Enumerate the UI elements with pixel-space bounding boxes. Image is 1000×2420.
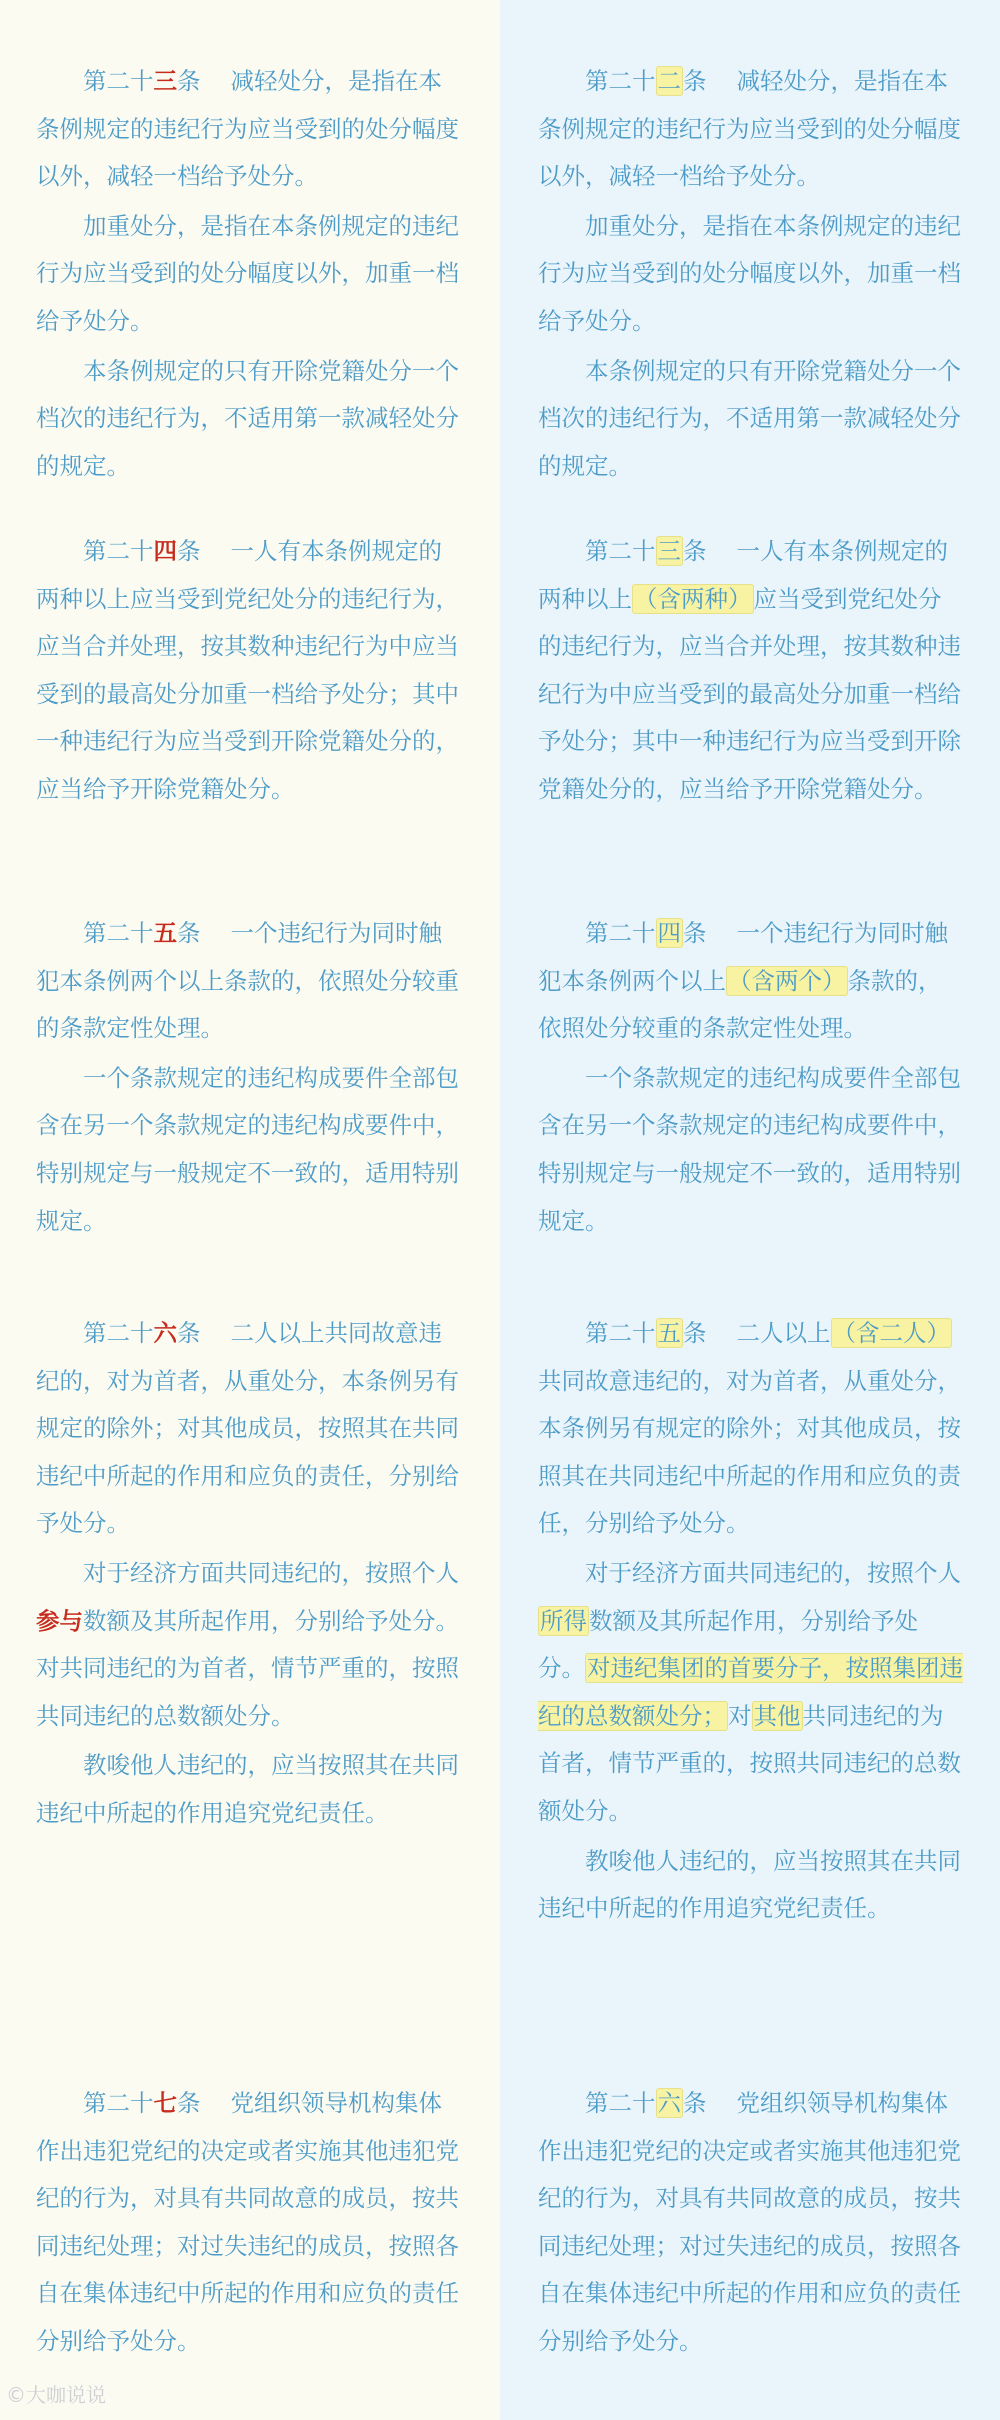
article-24-new-p1 [538,910,964,1053]
article-25-old-heading [83,919,201,947]
article-26-old-p3: 教唆他人违纪的，应当按照其在共同违纪中所起的作用追究党纪责任。 [36,1751,459,1827]
heading-number-highlight: 四 [657,919,681,947]
heading-number-highlight: 二 [657,67,681,95]
heading-number-changed: 六 [153,1319,177,1347]
heading-number-changed: 五 [153,919,177,947]
added-text-highlight: （含两种） [634,584,752,613]
article-27-old-p1 [36,2080,464,2366]
added-text-highlight: 对违纪集团的首要分子，按照集团违纪的总数额处分； [538,1654,963,1730]
article-26-old-heading [83,1319,201,1347]
added-text-highlight: （含二人） [832,1319,950,1347]
changed-text-highlight: 所得 [540,1606,587,1635]
paragraph-text: 对 [728,1701,752,1730]
article-22-new [538,58,964,492]
paragraph-text: 减轻处分，是指在本条例规定的违纪行为应当受到的处分幅度以外，减轻一档给予处分。 [538,67,961,191]
paragraph-text: 数额及其所起作用，分别给予处分。 [538,1606,918,1683]
heading-suffix: 条 [683,1319,707,1347]
heading-prefix: 第二十 [83,919,154,947]
article-24-old-heading [83,537,201,565]
paragraph-text: 数额及其所起作用，分别给予处分。对共同违纪的为首者，情节严重的，按照共同违纪的总数额处分。 [36,1606,459,1730]
article-25-old-p1 [36,910,464,1053]
article-25-old [36,910,464,1247]
article-25-new-p1 [538,1310,964,1548]
paragraph-text: 一个违纪行为同时触犯本条例两个以上 [538,919,948,995]
changed-term: 参与 [36,1606,83,1635]
paragraph-text: 一个违纪行为同时触犯本条例两个以上条款的，依照处分较重的条款定性处理。 [36,919,459,1043]
article-24-new-p2: 一个条款规定的违纪构成要件全部包含在另一个条款规定的违纪构成要件中，特别规定与一般规定不一致的，适用特别规定。 [538,1063,961,1235]
article-24-new [538,910,964,1247]
heading-prefix: 第二十 [585,2089,656,2117]
paragraph-text: 一人有本条例规定的两种以上 [538,537,948,613]
paragraph-text: 党组织领导机构集体作出违犯党纪的决定或者实施其他违犯党纪的行为，对具有共同故意的成员，按共同违纪处理；对过失违纪的成员，按照各自在集体违纪中所起的作用和应负的责任分别给予处分。 [538,2089,961,2355]
paragraph-text: 应当受到党纪处分的违纪行为，应当合并处理，按其数种违纪行为中应当受到的最高处分加重一档给予处分；其中一种违纪行为应当受到开除党籍处分的，应当给予开除党籍处分。 [538,584,961,803]
article-25-new-p2 [538,1550,964,1836]
article-25-new [538,1310,964,1935]
heading-prefix: 第二十 [585,67,656,95]
paragraph-text: 一人有本条例规定的两种以上应当受到党纪处分的违纪行为，应当合并处理，按其数种违纪行为中应当受到的最高处分加重一档给予处分；其中一种违纪行为应当受到开除党籍处分的，应当给予开除党籍处分。 [36,537,459,803]
new-version-column [500,0,1000,2420]
article-24-old-p1 [36,528,464,814]
heading-suffix: 条 [177,919,201,947]
heading-prefix: 第二十 [83,1319,154,1347]
paragraph-text: 共同违纪的为首者，情节严重的，按照共同违纪的总数额处分。 [538,1701,961,1825]
heading-prefix: 第二十 [585,919,656,947]
article-26-old-p1 [36,1310,464,1548]
paragraph-text: 党组织领导机构集体作出违犯党纪的决定或者实施其他违犯党纪的行为，对具有共同故意的成员，按共同违纪处理；对过失违纪的成员，按照各自在集体违纪中所起的作用和应负的责任分别给予处分。 [36,2089,459,2355]
heading-number-highlight: 五 [657,1319,681,1347]
article-27-old [36,2080,464,2368]
article-24-old [36,528,464,816]
watermark: ©大咖说说 [6,2383,106,2407]
article-22-new-p2: 加重处分，是指在本条例规定的违纪行为应当受到的处分幅度以外，加重一档给予处分。 [538,211,961,335]
article-23-new-heading [585,536,707,566]
heading-number-changed: 四 [153,537,177,565]
article-24-new-heading [585,918,707,948]
paragraph-text: 对于经济方面共同违纪的，按照个人 [585,1558,961,1587]
article-25-new-p3: 教唆他人违纪的，应当按照其在共同违纪中所起的作用追究党纪责任。 [538,1846,961,1923]
paragraph-text: 对于经济方面共同违纪的，按照个人 [83,1558,459,1587]
article-23-new [538,528,964,816]
heading-prefix: 第二十 [83,2089,154,2117]
paragraph-text: 条款的，依照处分较重的条款定性处理。 [538,966,942,1043]
heading-number-highlight: 三 [657,537,681,565]
article-23-old [36,58,464,492]
heading-suffix: 条 [177,537,201,565]
heading-prefix: 第二十 [585,537,656,565]
heading-suffix: 条 [683,537,707,565]
heading-suffix: 条 [683,67,707,95]
paragraph-text: 二人以上 [736,1319,831,1347]
article-23-new-p1 [538,528,964,814]
heading-number-highlight: 六 [657,2089,681,2117]
article-23-old-p1 [36,58,464,201]
article-22-new-heading [585,66,707,96]
article-25-new-heading [585,1318,707,1348]
article-25-old-p2: 一个条款规定的违纪构成要件全部包含在另一个条款规定的违纪构成要件中，特别规定与一般规定不一致的，适用特别规定。 [36,1063,459,1235]
heading-number-changed: 七 [153,2089,177,2117]
article-23-old-p2: 加重处分，是指在本条例规定的违纪行为应当受到的处分幅度以外，加重一档给予处分。 [36,211,459,335]
heading-suffix: 条 [683,2089,707,2117]
added-text-highlight: （含两个） [728,966,846,995]
paragraph-text: 减轻处分，是指在本条例规定的违纪行为应当受到的处分幅度以外，减轻一档给予处分。 [36,67,459,191]
article-26-new [538,2080,964,2368]
article-22-new-p1 [538,58,964,201]
article-22-new-p3: 本条例规定的只有开除党籍处分一个档次的违纪行为，不适用第一款减轻处分的规定。 [538,356,961,480]
heading-suffix: 条 [177,2089,201,2117]
paragraph-text: 共同故意违纪的，对为首者，从重处分，本条例另有规定的除外；对其他成员，按照其在共同违纪中所起的作用和应负的责任，分别给予处分。 [538,1366,961,1538]
paragraph-text: 二人以上共同故意违纪的，对为首者，从重处分，本条例另有规定的除外；对其他成员，按照其在共同违纪中所起的作用和应负的责任，分别给予处分。 [36,1319,459,1538]
heading-number-changed: 三 [153,67,177,95]
heading-prefix: 第二十 [585,1319,656,1347]
heading-prefix: 第二十 [83,537,154,565]
article-26-new-heading [585,2088,707,2118]
heading-prefix: 第二十 [83,67,154,95]
heading-suffix: 条 [177,67,201,95]
heading-suffix: 条 [683,919,707,947]
article-26-old [36,1310,464,1840]
article-26-old-p2 [36,1550,464,1740]
article-26-new-p1 [538,2080,964,2366]
article-23-old-heading [83,67,201,95]
article-27-old-heading [83,2089,201,2117]
heading-suffix: 条 [177,1319,201,1347]
added-text-highlight: 其他 [753,1701,801,1730]
article-23-old-p3: 本条例规定的只有开除党籍处分一个档次的违纪行为，不适用第一款减轻处分的规定。 [36,356,459,480]
